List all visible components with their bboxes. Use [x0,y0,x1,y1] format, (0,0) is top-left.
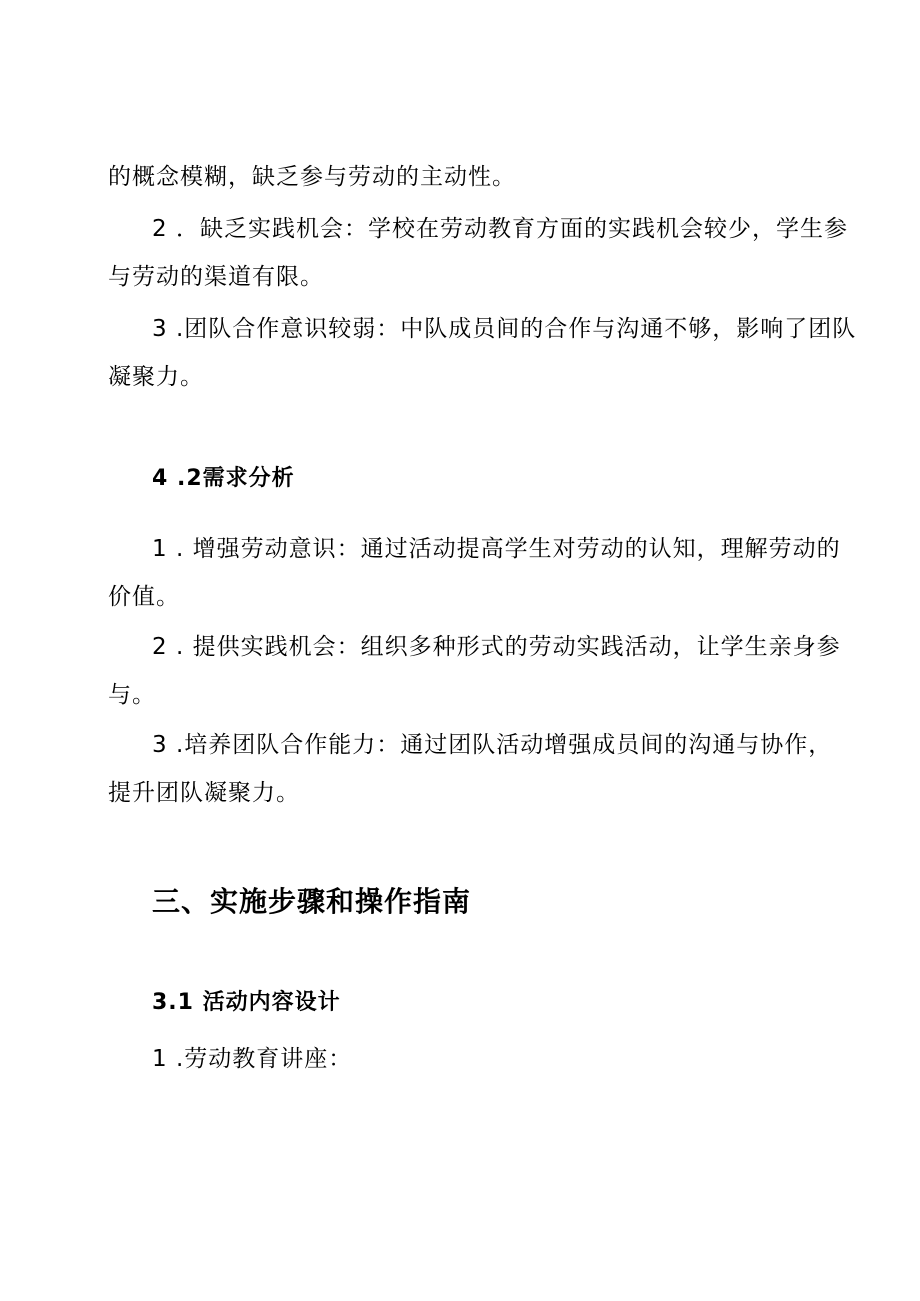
list-item-line: 3 .培养团队合作能力：通过团队活动增强成员间的沟通与协作， [152,732,833,758]
list-item-line: 1 .劳动教育讲座： [152,1046,353,1072]
section-heading: 三、实施步骤和操作指南 [152,885,472,918]
list-item-line: 2 . 提供实践机会：组织多种形式的劳动实践活动，让学生亲身参 [152,634,841,660]
paragraph-line: 价值。 [108,584,180,610]
subsection-heading: 3.1 活动内容设计 [152,990,341,1015]
paragraph-line: 凝聚力。 [108,364,204,390]
paragraph-line: 与。 [108,682,156,708]
paragraph-line: 的概念模糊，缺乏参与劳动的主动性。 [108,164,516,190]
paragraph-line: 提升团队凝聚力。 [108,780,300,806]
list-item-line: 2 ．缺乏实践机会：学校在劳动教育方面的实践机会较少，学生参 [152,216,848,242]
list-item-line: 1 . 增强劳动意识：通过活动提高学生对劳动的认知，理解劳动的 [152,536,841,562]
paragraph-line: 与劳动的渠道有限。 [108,264,324,290]
subsection-heading: 4 .2需求分析 [152,466,295,491]
list-item-line: 3 .团队合作意识较弱：中队成员间的合作与沟通不够，影响了团队 [152,316,857,342]
